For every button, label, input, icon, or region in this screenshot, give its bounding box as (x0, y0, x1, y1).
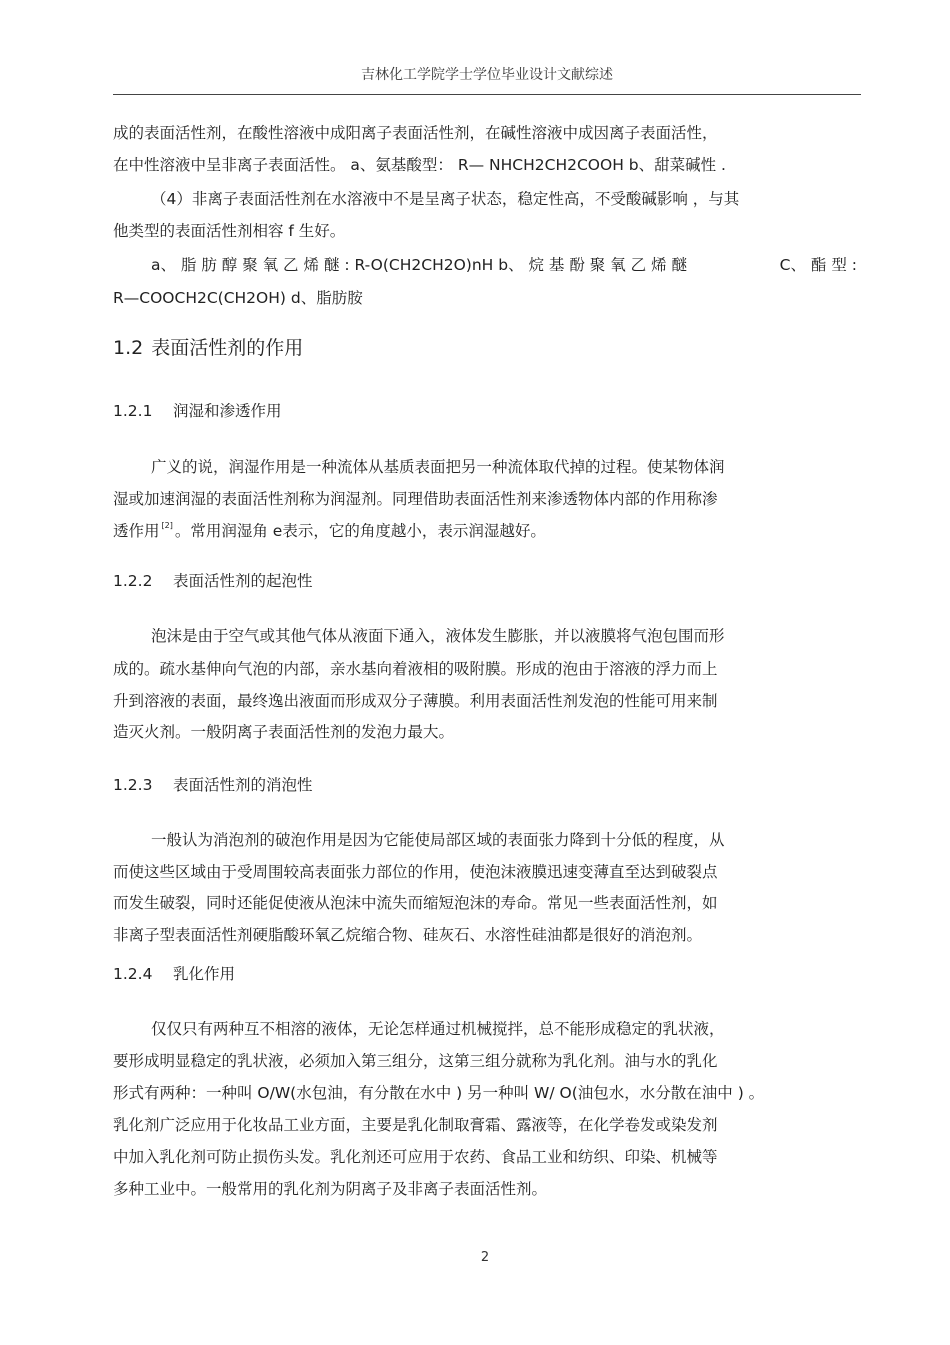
intro-line-6: R—COOCH2C(CH2OH) d、脂肪胺 (113, 289, 363, 307)
subsection-title: 润湿和渗透作用 (173, 402, 282, 420)
intro-line-4: 他类型的表面活性剂相容 f 生好。 (113, 222, 346, 240)
paragraph-line: 升到溶液的表面，最终逸出液面而形成双分子薄膜。利用表面活性剂发泡的性能可用来制 (113, 692, 718, 710)
paragraph-text: 透作用 (113, 522, 160, 540)
subsection-title: 表面活性剂的消泡性 (173, 776, 313, 794)
section-number: 1.2 (113, 337, 144, 359)
paragraph-line: 要形成明显稳定的乳状液，必须加入第三组分，这第三组分就称为乳化剂。油与水的乳化 (113, 1052, 718, 1070)
paragraph-line: 乳化剂广泛应用于化妆品工业方面，主要是乳化制取膏霜、露液等，在化学卷发或染发剂 (113, 1116, 718, 1134)
intro-line-5 (151, 253, 857, 275)
paragraph-line: 泡沫是由于空气或其他气体从液面下通入，液体发生膨胀，并以液膜将气泡包围而形 (151, 627, 725, 645)
subsection-number: 1.2.3 (113, 776, 153, 794)
page-number: 2 (480, 1250, 490, 1265)
paragraph-line: 造灭火剂。一般阴离子表面活性剂的发泡力最大。 (113, 723, 455, 741)
subsection-title: 表面活性剂的起泡性 (173, 572, 313, 590)
intro-line-5a: a、 脂 肪 醇 聚 氧 乙 烯 醚 : R-O(CH2CH2O)nH b、 烷 基 酚 聚 氧 乙 烯 醚 (151, 256, 687, 274)
paragraph-line: 湿或加速润湿的表面活性剂称为润湿剂。同理借助表面活性剂来渗透物体内部的作用称渗 (113, 490, 718, 508)
paragraph-line: 形式有两种：一种叫 O/W(水包油，有分散在水中 ) 另一种叫 W/ O(油包水，水分散在油中 ) 。 (113, 1084, 765, 1102)
intro-line-5b: C、 酯 型 : (779, 256, 857, 274)
intro-line-3: （4）非离子表面活性剂在水溶液中不是呈离子状态，稳定性高，不受酸碱影响 ，与其 (151, 190, 740, 208)
paragraph-line: 非离子型表面活性剂硬脂酸环氧乙烷缩合物、硅灰石、水溶性硅油都是很好的消泡剂。 (113, 926, 703, 944)
subsection-number: 1.2.2 (113, 572, 153, 590)
paragraph-line: 而使这些区域由于受周围较高表面张力部位的作用，使泡沫液膜迅速变薄直至达到破裂点 (113, 863, 718, 881)
section-title: 表面活性剂的作用 (151, 337, 304, 359)
citation-ref: [2] (161, 521, 173, 530)
subsection-heading (113, 962, 235, 984)
paragraph-line: 成的。疏水基伸向气泡的内部，亲水基向着液相的吸附膜。形成的泡由于溶液的浮力而上 (113, 660, 718, 678)
running-header: 吉林化工学院学士学位毕业设计文献综述 (361, 67, 613, 83)
paragraph-line: 而发生破裂，同时还能促使液从泡沫中流失而缩短泡沫的寿命。常见一些表面活性剂，如 (113, 894, 718, 912)
paragraph-line: 多种工业中。一般常用的乳化剂为阴离子及非离子表面活性剂。 (113, 1180, 548, 1198)
subsection-title: 乳化作用 (173, 965, 236, 983)
subsection-heading (113, 569, 313, 591)
paragraph-line: 一般认为消泡剂的破泡作用是因为它能使局部区域的表面张力降到十分低的程度，从 (151, 831, 725, 849)
paragraph-line: 广义的说，润湿作用是一种流体从基质表面把另一种流体取代掉的过程。使某物体润 (151, 458, 725, 476)
paragraph-line: 中加入乳化剂可防止损伤头发。乳化剂还可应用于农药、食品工业和纺织、印染、机械等 (113, 1148, 718, 1166)
intro-line-1: 成的表面活性剂，在酸性溶液中成阳离子表面活性剂，在碱性溶液中成因离子表面活性， (113, 124, 718, 142)
intro-line-2: 在中性溶液中呈非离子表面活性。 a、氨基酸型： R— NHCH2CH2COOH b、甜菜碱性 . (113, 156, 726, 174)
subsection-heading (113, 399, 282, 421)
subsection-number: 1.2.1 (113, 402, 153, 420)
paragraph-line: 仅仅只有两种互不相溶的液体，无论怎样通过机械搅拌，总不能形成稳定的乳状液， (151, 1020, 725, 1038)
section-heading (113, 333, 303, 360)
paragraph-line (113, 519, 546, 541)
subsection-number: 1.2.4 (113, 965, 153, 983)
paragraph-text: 。常用润湿角 e表示，它的角度越小，表示润湿越好。 (174, 522, 546, 540)
header-rule (113, 94, 861, 95)
subsection-heading (113, 773, 313, 795)
